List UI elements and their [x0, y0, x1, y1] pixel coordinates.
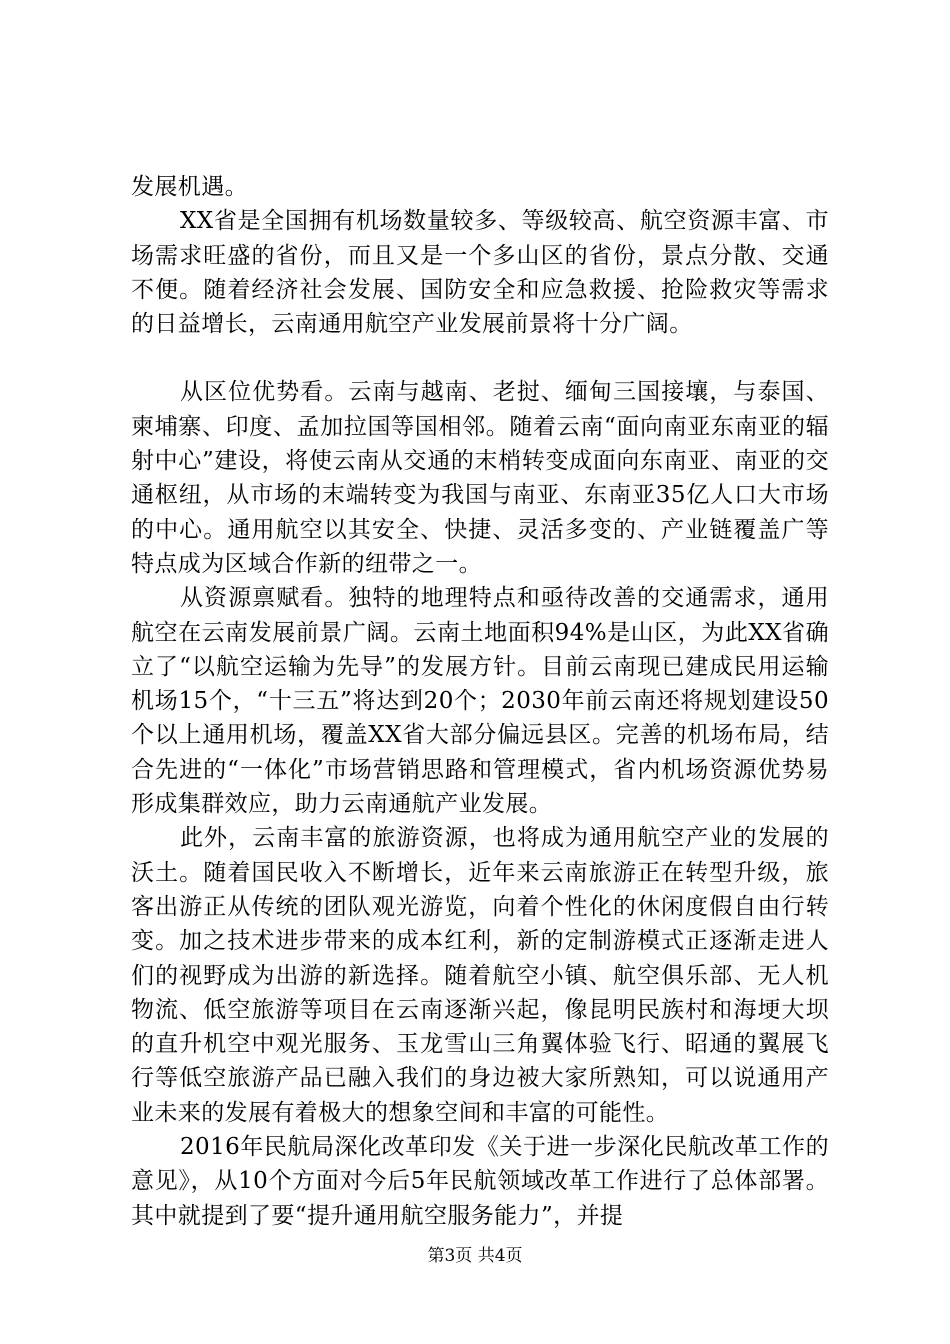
paragraph-intro-tail: 发展机遇。 — [131, 174, 248, 200]
paragraph-resource-endowment: 从资源禀赋看。独特的地理特点和亟待改善的交通需求，通用航空在云南发展前景广阔。云南土地面积94%是山区，为此XX省确立了“以航空运输为先导”的发展方针。目前云南现已建成民用运输机场15个，“十三五”将达到20个；2030年前云南还将规划建设50个以上通用机场，覆盖XX省大部分偏远县区。完善的机场布局，结合先进的“一体化”市场营销思路和管理模式，省内机场资源优势易形成集群效应，助力云南通航产业发展。 — [131, 585, 829, 818]
page-number-footer: 第3页 共4页 — [427, 1246, 523, 1266]
paragraph-location-advantage: 从区位优势看。云南与越南、老挝、缅甸三国接壤，与泰国、柬埔寨、印度、孟加拉国等国相邻。随着云南“面向南亚东南亚的辐射中心”建设，将使云南从交通的末梢转变成面向东南亚、南亚的交通枢纽，从市场的末端转变为我国与南亚、东南亚35亿人口大市场的中心。通用航空以其安全、快捷、灵活多变的、产业链覆盖广等特点成为区域合作新的纽带之一。 — [131, 379, 829, 577]
document-body — [131, 170, 829, 1233]
paragraph-reform-2016: 2016年民航局深化改革印发《关于进一步深化民航改革工作的意见》，从10个方面对今后5年民航领域改革工作进行了总体部署。其中就提到了要“提升通用航空服务能力”，并提 — [131, 1134, 829, 1229]
paragraph-province-overview: XX省是全国拥有机场数量较多、等级较高、航空资源丰富、市场需求旺盛的省份，而且又是一个多山区的省份，景点分散、交通不便。随着经济社会发展、国防安全和应急救援、抢险救灾等需求的日益增长，云南通用航空产业发展前景将十分广阔。 — [131, 208, 829, 338]
paragraph-gap — [131, 341, 829, 375]
paragraph-tourism-resources: 此外，云南丰富的旅游资源，也将成为通用航空产业的发展的沃土。随着国民收入不断增长，近年来云南旅游正在转型升级，旅客出游正从传统的团队观光游览，向着个性化的休闲度假自由行转变。加之技术进步带来的成本红利，新的定制游模式正逐渐走进人们的视野成为出游的新选择。随着航空小镇、航空俱乐部、无人机物流、低空旅游等项目在云南逐渐兴起，像昆明民族村和海埂大坝的直升机空中观光服务、玉龙雪山三角翼体验飞行、昭通的翼展飞行等低空旅游产品已融入我们的身边被大家所熟知，可以说通用产业未来的发展有着极大的想象空间和丰富的可能性。 — [131, 825, 829, 1126]
